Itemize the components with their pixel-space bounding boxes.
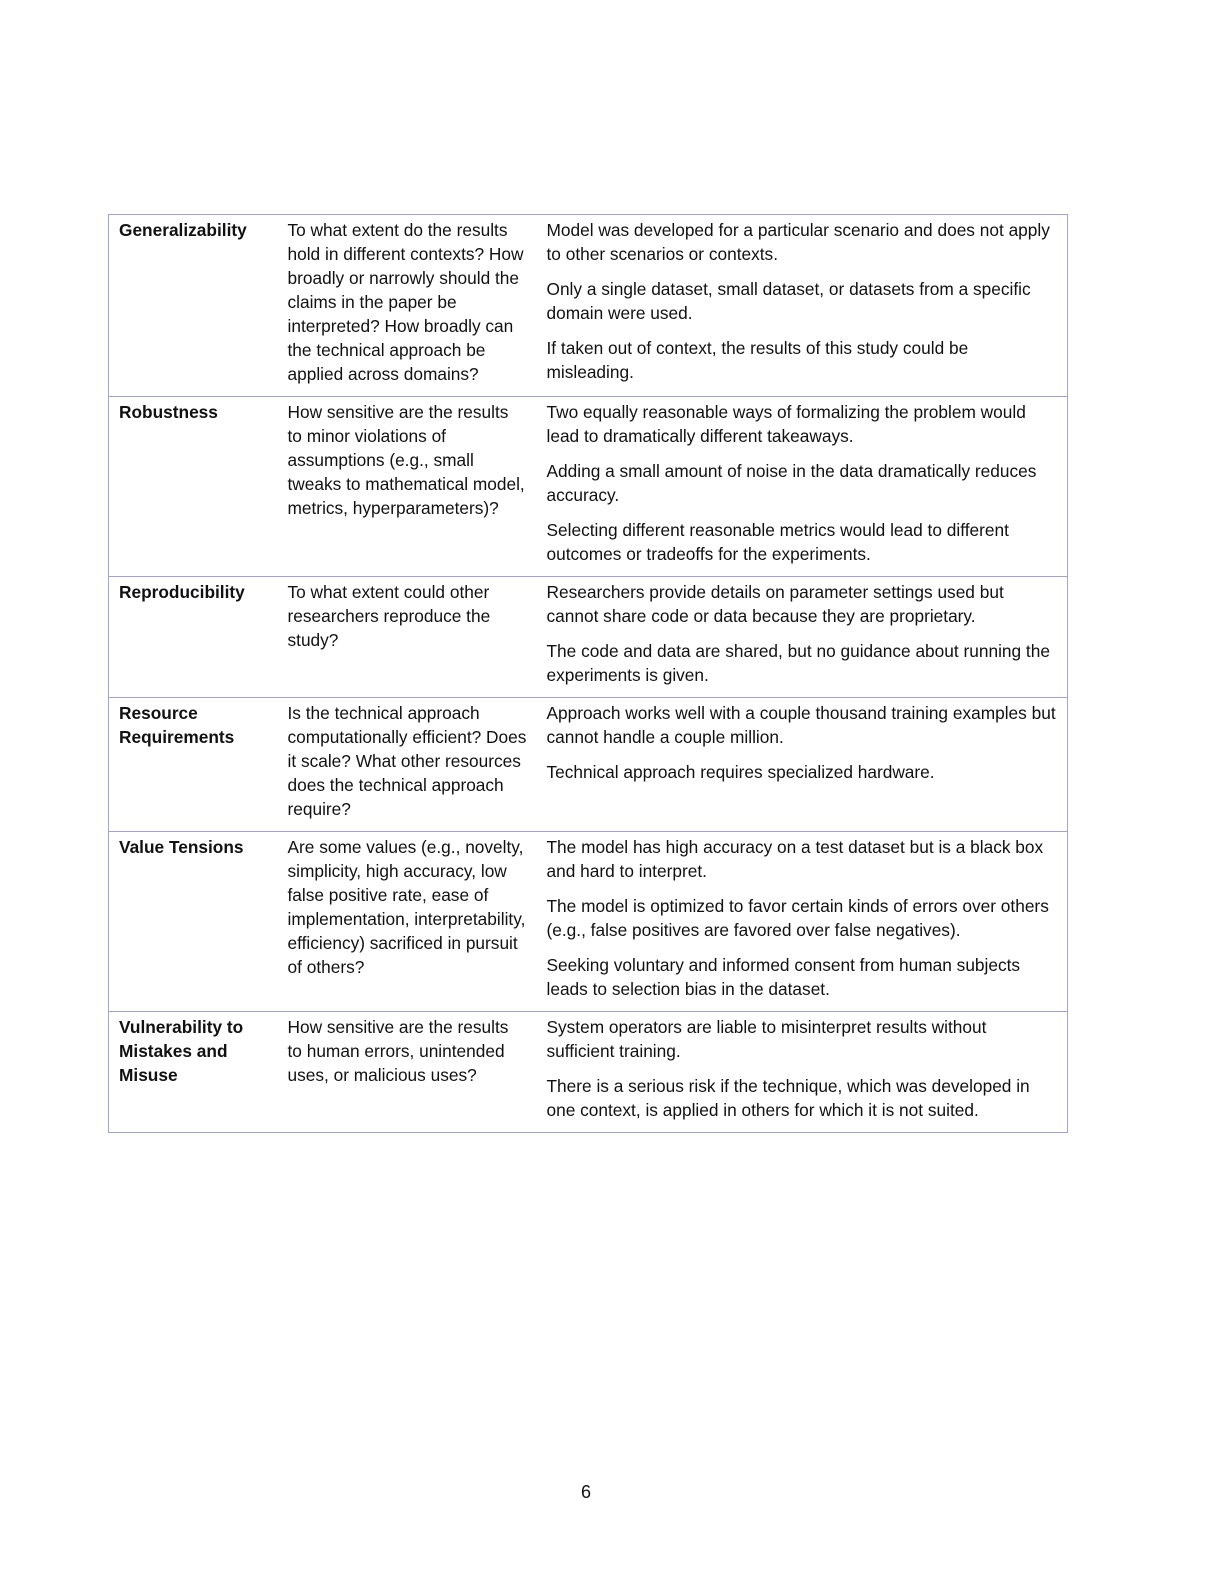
dimension-cell xyxy=(109,1012,278,1133)
question-cell xyxy=(278,215,537,397)
table-row xyxy=(109,1012,1068,1133)
question-cell xyxy=(278,397,537,577)
examples-cell xyxy=(537,832,1068,1012)
example-text: The model is optimized to favor certain kinds of errors over others (e.g., false positives are favored over false negatives). xyxy=(546,896,1049,940)
example-text: Approach works well with a couple thousand training examples but cannot handle a couple million. xyxy=(546,703,1056,747)
dimension-name: Robustness xyxy=(119,402,218,422)
question-cell xyxy=(278,577,537,698)
example-text: Technical approach requires specialized hardware. xyxy=(546,762,935,782)
example-text: System operators are liable to misinterpret results without sufficient training. xyxy=(546,1017,987,1061)
example-text: The code and data are shared, but no guidance about running the experiments is given. xyxy=(546,641,1050,685)
dimension-name: Value Tensions xyxy=(119,837,244,857)
examples-cell xyxy=(537,698,1068,832)
table-row xyxy=(109,832,1068,1012)
guiding-question: How sensitive are the results to minor violations of assumptions (e.g., small tweaks to mathematical model, metrics, hyperparameters)? xyxy=(287,402,525,518)
guiding-question: To what extent do the results hold in different contexts? How broadly or narrowly should the claims in the paper be interpreted? How broadly can the technical approach be applied across domains? xyxy=(287,220,524,384)
examples-cell xyxy=(537,397,1068,577)
example-text: Two equally reasonable ways of formalizing the problem would lead to dramatically different takeaways. xyxy=(546,402,1026,446)
page-number-text: 6 xyxy=(581,1482,592,1502)
dimension-cell xyxy=(109,577,278,698)
dimension-name: Vulnerability to Mistakes and Misuse xyxy=(119,1017,244,1085)
dimension-cell xyxy=(109,397,278,577)
dimension-cell xyxy=(109,832,278,1012)
example-text: The model has high accuracy on a test dataset but is a black box and hard to interpret. xyxy=(546,837,1044,881)
example-text: There is a serious risk if the technique, which was developed in one context, is applied in others for which it is not suited. xyxy=(546,1076,1030,1120)
example-text: If taken out of context, the results of this study could be misleading. xyxy=(546,338,969,382)
guiding-question: To what extent could other researchers reproduce the study? xyxy=(287,582,491,650)
examples-cell xyxy=(537,215,1068,397)
dimension-cell xyxy=(109,215,278,397)
dimension-name: Reproducibility xyxy=(119,582,245,602)
guiding-question: Are some values (e.g., novelty, simplicity, high accuracy, low false positive rate, ease of implementation, interpretability, efficiency) sacrificed in pursuit of others? xyxy=(287,837,526,977)
examples-cell xyxy=(537,1012,1068,1133)
dimension-name: Generalizability xyxy=(119,220,247,240)
dimension-cell xyxy=(109,698,278,832)
question-cell xyxy=(278,698,537,832)
guiding-question: Is the technical approach computationally efficient? Does it scale? What other resources does the technical approach require? xyxy=(287,703,527,819)
example-text: Researchers provide details on parameter settings used but cannot share code or data because they are proprietary. xyxy=(546,582,1004,626)
guiding-question: How sensitive are the results to human errors, unintended uses, or malicious uses? xyxy=(287,1017,509,1085)
impact-dimensions-table xyxy=(108,214,1068,1133)
example-text: Only a single dataset, small dataset, or datasets from a specific domain were used. xyxy=(546,279,1031,323)
example-text: Seeking voluntary and informed consent from human subjects leads to selection bias in the dataset. xyxy=(546,955,1021,999)
example-text: Model was developed for a particular scenario and does not apply to other scenarios or contexts. xyxy=(546,220,1050,264)
question-cell xyxy=(278,832,537,1012)
example-text: Selecting different reasonable metrics would lead to different outcomes or tradeoffs for the experiments. xyxy=(546,520,1009,564)
table-row xyxy=(109,397,1068,577)
question-cell xyxy=(278,1012,537,1133)
examples-cell xyxy=(537,577,1068,698)
table-row xyxy=(109,215,1068,397)
example-text: Adding a small amount of noise in the data dramatically reduces accuracy. xyxy=(546,461,1037,505)
dimension-name: Resource Requirements xyxy=(119,703,235,747)
table-row xyxy=(109,577,1068,698)
table-row xyxy=(109,698,1068,832)
